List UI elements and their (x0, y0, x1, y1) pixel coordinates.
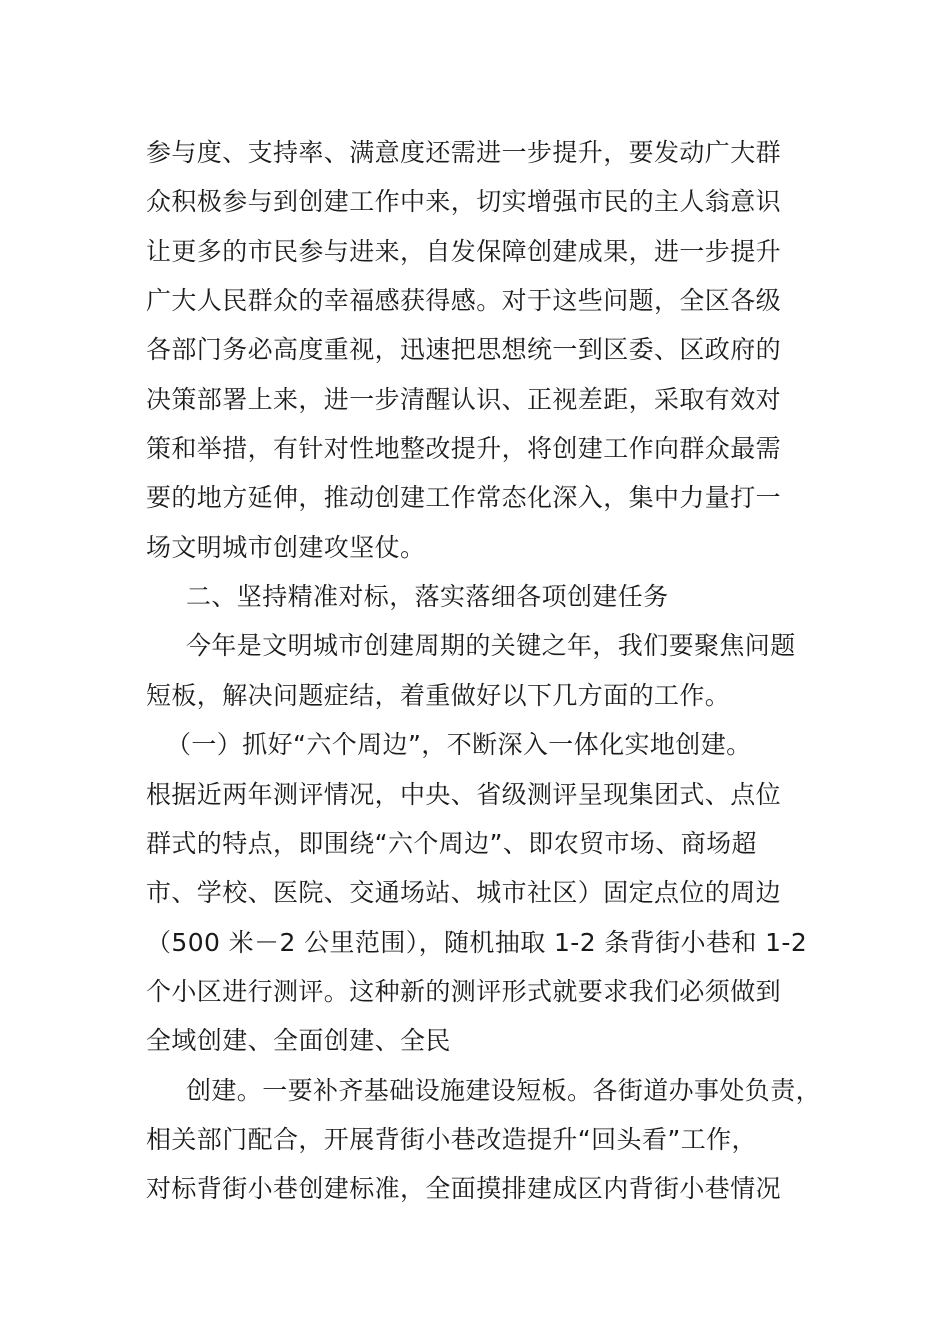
text-line: 对标背街小巷创建标准，全面摸排建成区内背街小巷情况 (146, 1174, 782, 1203)
text-line: 让更多的市民参与进来，自发保障创建成果，进一步提升 (146, 237, 782, 266)
section-heading: 二、坚持精准对标，落实落细各项创建任务 (186, 582, 669, 611)
text-line: （500 米－2 公里范围），随机抽取 1-2 条背街小巷和 1-2 (146, 928, 808, 957)
text-line: 个小区进行测评。这种新的测评形式就要求我们必须做到 (146, 977, 782, 1006)
text-line: 群式的特点，即围绕“六个周边”、即农贸市场、商场超 (146, 829, 757, 858)
text-line: 创建。一要补齐基础设施建设短板。各街道办事处负责， (186, 1076, 822, 1105)
text-line: 今年是文明城市创建周期的关键之年，我们要聚焦问题 (186, 631, 796, 660)
text-line: 要的地方延伸，推动创建工作常态化深入，集中力量打一 (146, 483, 782, 512)
text-line: 策和举措，有针对性地整改提升，将创建工作向群众最需 (146, 434, 782, 463)
text-line: 决策部署上来，进一步清醒认识、正视差距，采取有效对 (146, 385, 782, 414)
text-line: 各部门务必高度重视，迅速把思想统一到区委、区政府的 (146, 335, 782, 364)
text-line: 广大人民群众的幸福感获得感。对于这些问题，全区各级 (146, 286, 782, 315)
text-line: 市、学校、医院、交通场站、城市社区）固定点位的周边 (146, 878, 782, 907)
text-line: 众积极参与到创建工作中来，切实增强市民的主人翁意识 (146, 187, 782, 216)
text-line: 相关部门配合，开展背街小巷改造提升“回头看”工作， (146, 1125, 757, 1154)
text-line: 全域创建、全面创建、全民 (146, 1026, 451, 1055)
subsection-heading: （一）抓好“六个周边”，不断深入一体化实地创建。 (166, 730, 752, 759)
text-line: 场文明城市创建攻坚仗。 (146, 533, 426, 562)
text-line: 参与度、支持率、满意度还需进一步提升，要发动广大群 (146, 138, 782, 167)
text-line: 短板，解决问题症结，着重做好以下几方面的工作。 (146, 681, 731, 710)
text-line: 根据近两年测评情况，中央、省级测评呈现集团式、点位 (146, 780, 782, 809)
